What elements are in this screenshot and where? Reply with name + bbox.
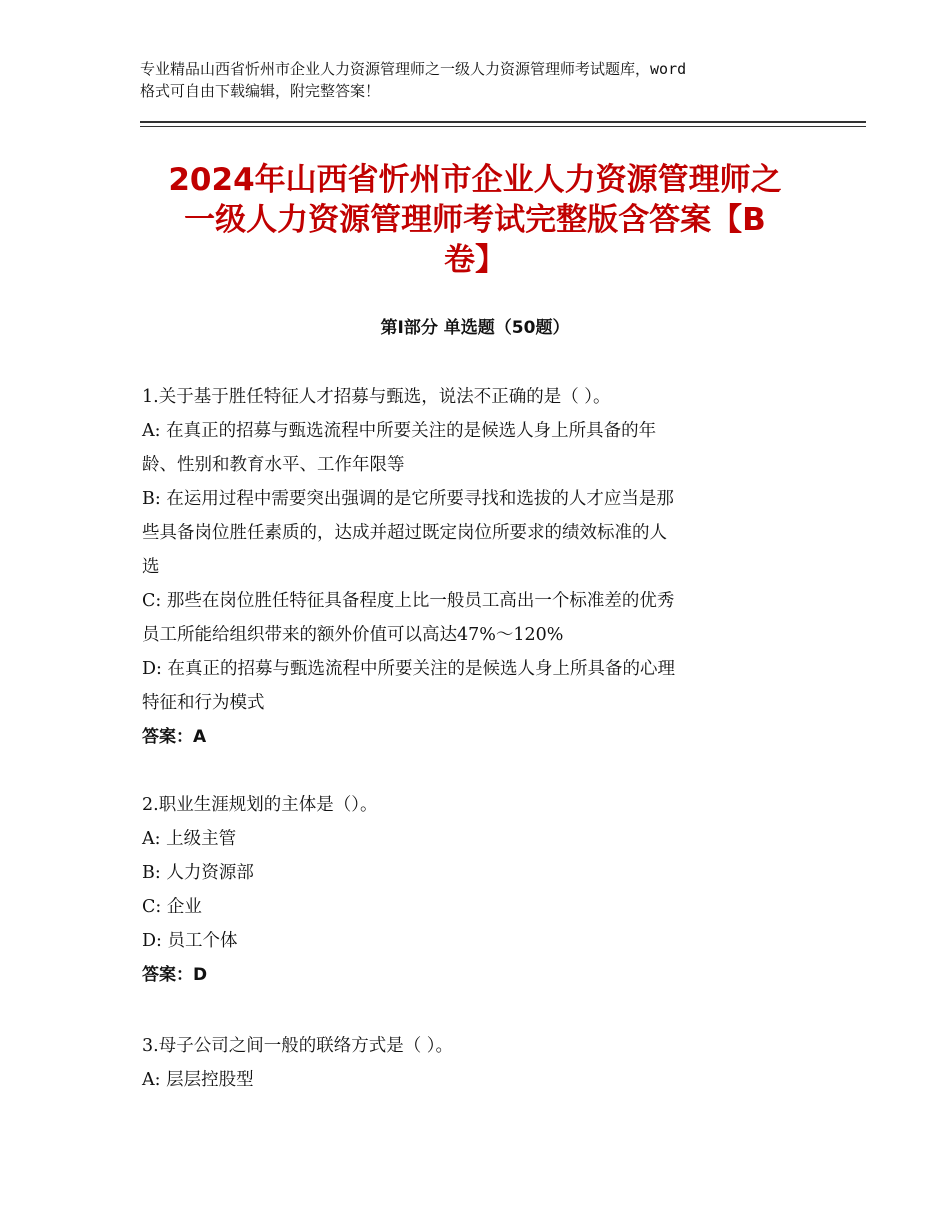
question-3 <box>142 1029 832 1097</box>
question-1-option-b-cont-2: 选 <box>142 557 160 577</box>
question-1-option-a-cont: 龄、性别和教育水平、工作年限等 <box>142 455 405 475</box>
question-1-option-d: D: 在真正的招募与甄选流程中所要关注的是候选人身上所具备的心理 <box>142 659 675 679</box>
question-1-option-c: C: 那些在岗位胜任特征具备程度上比一般员工高出一个标准差的优秀 <box>142 591 675 611</box>
question-2-option-c: C: 企业 <box>142 897 202 917</box>
document-title <box>130 160 820 280</box>
header-divider-thick <box>140 121 866 123</box>
question-1-option-b: B: 在运用过程中需要突出强调的是它所要寻找和选拔的人才应当是那 <box>142 489 674 509</box>
title-line-3: 卷】 <box>444 242 506 278</box>
header-note <box>140 58 820 102</box>
header-note-line-1: 专业精品山西省忻州市企业人力资源管理师之一级人力资源管理师考试题库，word <box>140 60 687 78</box>
question-1 <box>142 380 832 754</box>
question-1-stem: 1.关于基于胜任特征人才招募与甄选，说法不正确的是（ ）。 <box>142 387 611 407</box>
question-2-stem: 2.职业生涯规划的主体是（）。 <box>142 795 378 815</box>
question-2 <box>142 788 832 992</box>
question-3-option-a: A: 层层控股型 <box>142 1070 254 1090</box>
question-2-option-a: A: 上级主管 <box>142 829 237 849</box>
header-divider-thin <box>140 126 866 127</box>
question-1-answer: 答案：A <box>142 727 207 747</box>
question-2-option-d: D: 员工个体 <box>142 931 238 951</box>
question-1-option-d-cont: 特征和行为模式 <box>142 693 265 713</box>
question-2-option-b: B: 人力资源部 <box>142 863 254 883</box>
title-line-1: 2024年山西省忻州市企业人力资源管理师之 <box>168 162 782 198</box>
question-1-option-b-cont: 些具备岗位胜任素质的，达成并超过既定岗位所要求的绩效标准的人 <box>142 523 667 543</box>
question-3-stem: 3.母子公司之间一般的联络方式是（ ）。 <box>142 1036 454 1056</box>
header-note-line-2: 格式可自由下载编辑，附完整答案！ <box>140 82 381 100</box>
title-line-2: 一级人力资源管理师考试完整版含答案【B <box>184 202 766 238</box>
question-2-answer: 答案：D <box>142 965 208 985</box>
section-title: 第Ⅰ部分 单选题（50题） <box>380 318 570 338</box>
question-1-option-a: A: 在真正的招募与甄选流程中所要关注的是候选人身上所具备的年 <box>142 421 657 441</box>
question-1-option-c-cont: 员工所能给组织带来的额外价值可以高达47%～120% <box>142 625 564 645</box>
